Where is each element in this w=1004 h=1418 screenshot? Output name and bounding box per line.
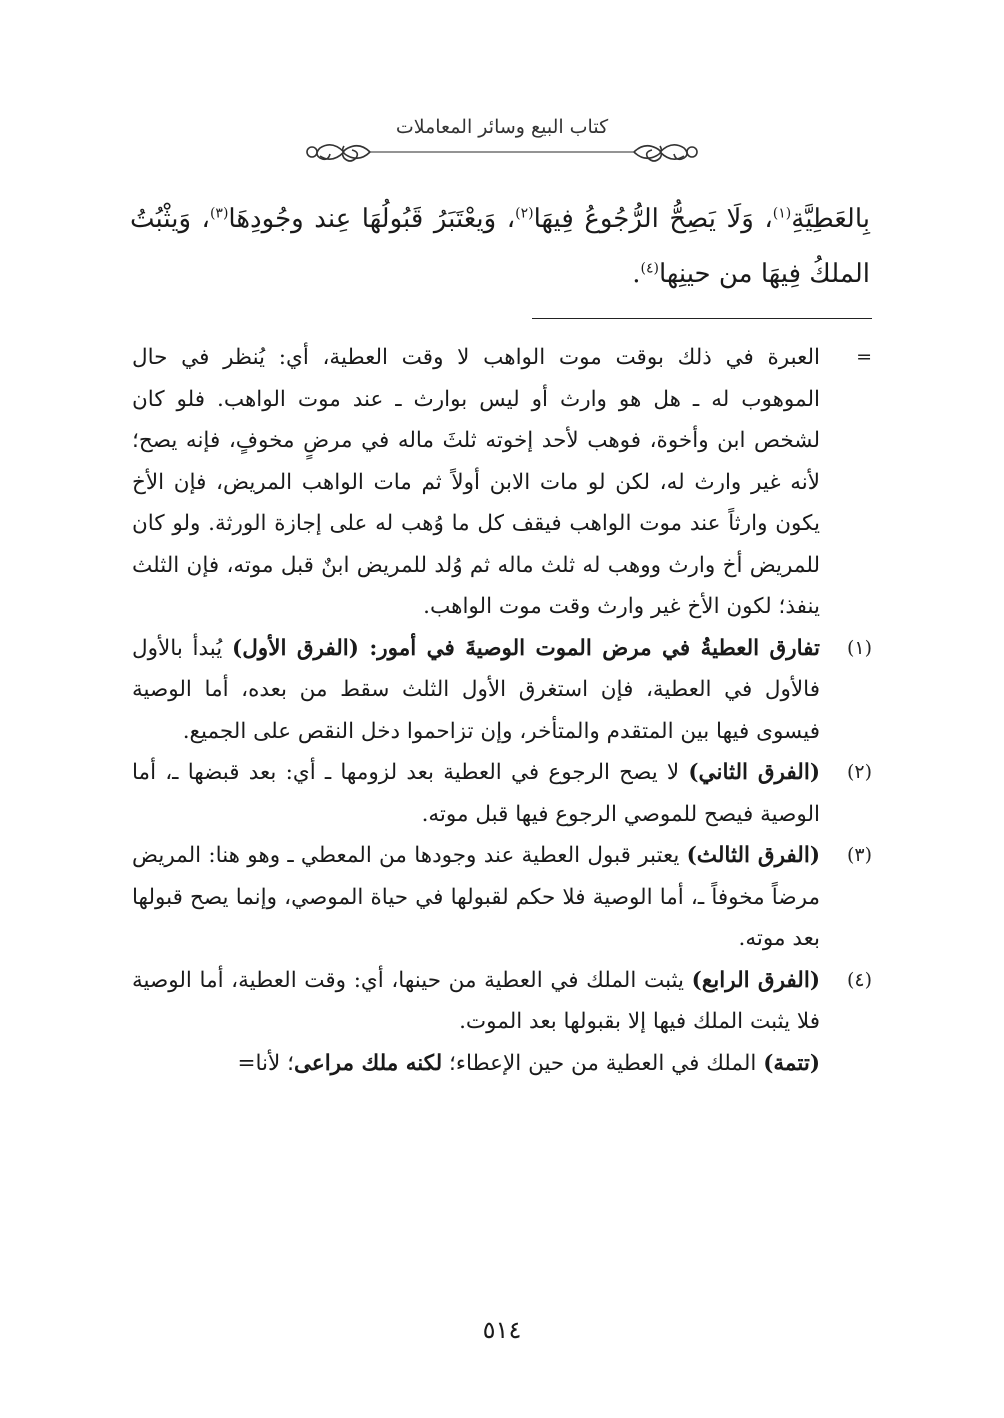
footnote-2 bbox=[132, 752, 872, 835]
footnote-bold: (الفرق الثالث) bbox=[686, 843, 821, 868]
footnote-text: يثبت الملك في العطية من حينها، أي: وقت العطية، أما الوصية فلا يثبت الملك فيها إلا بقبولها بعد الموت. bbox=[132, 967, 820, 1034]
main-text-part: ، وَيثْبُتُ الملكُ فِيهَا من حينِها bbox=[130, 204, 870, 289]
footnote-marker: (١) bbox=[846, 636, 872, 659]
footnote-continuation bbox=[132, 337, 872, 628]
footnote-3 bbox=[132, 835, 872, 960]
footnote-bold: (الفرق الرابع) bbox=[691, 967, 821, 993]
footnote-text: يُبدأ بالأول فالأول في العطية، فإن استغرق الأول الثلث سقط من بعده، أما الوصية فيسوى فيها بين المتقدم والمتأخر، وإن تزاحموا دخل النقص على الجميع. bbox=[132, 635, 820, 744]
footnote-body bbox=[237, 1051, 820, 1076]
footnote-marker: (٢) bbox=[846, 761, 872, 783]
footnote-marker: (٤) bbox=[846, 968, 872, 991]
ornament-divider-icon bbox=[300, 134, 704, 170]
footnote-marker: (٣) bbox=[846, 844, 872, 866]
footnote-4 bbox=[132, 960, 872, 1043]
footnote-body bbox=[132, 968, 820, 1035]
main-text-part: بِالعَطِيَّةِ bbox=[791, 204, 871, 234]
footnote-tatimma bbox=[132, 1043, 872, 1085]
footnote-ref[interactable]: (٤) bbox=[640, 260, 659, 277]
footnote-bold: (تتمة) bbox=[763, 1050, 820, 1076]
main-text-part: ، وَلَا يَصِحُّ الرُّجُوعُ فِيهَا bbox=[533, 204, 773, 234]
footnote-text: يعتبر قبول العطية عند وجودها من المعطي ـ وهو هنا: المريض مرضاً مخوفاً ـ، أما الوصية فلا حكم لقبولها في حياة الموصي، وإنما يصح قبولها بعد موته. bbox=[132, 843, 820, 951]
footnote-body: العبرة في ذلك بوقت موت الواهب لا وقت العطية، أي: يُنظر في حال الموهوب له ـ هل هو وارث أو ليس بوارث ـ عند موت الواهب. فلو كان لشخص ابن وأخوة، فوهب لأحد إخوته ثلثَ ماله في مرضٍ مخوفٍ، فإنه يصح؛ لأنه غير وارث له، لكن لو مات الابن أولاً ثم مات الواهب المريض، فإن الأخ يكون وارثاً عند موت الواهب فيقف كل ما وُهب له على إجازة الورثة. ولو كان للمريض أخ وارث ووهب له ثلث ماله ثم وُلد للمريض ابنٌ قبل موته، فإن الثلث ينفذ؛ لكون الأخ غير وارث وقت موت الواهب. bbox=[132, 345, 820, 619]
footnote-1 bbox=[132, 628, 872, 753]
main-text-part: . bbox=[632, 259, 641, 289]
footnote-bold: تفارق العطيةُ في مرض الموت الوصيةَ في أمور: (الفرق الأول) bbox=[232, 635, 820, 661]
footnote-body bbox=[132, 843, 820, 951]
footnotes bbox=[132, 337, 872, 1084]
footnote-ref[interactable]: (٣) bbox=[209, 205, 229, 222]
footnote-bold: لكنه ملك مراعى bbox=[293, 1050, 443, 1076]
footnote-text: لا يصح الرجوع في العطية بعد لزومها ـ أي: بعد قبضها ـ، أما الوصية فيصح للموصي الرجوع فيها قبل موته. bbox=[132, 760, 820, 827]
footnote-marker: = bbox=[856, 346, 872, 368]
footnote-body bbox=[132, 636, 820, 744]
footnote-divider bbox=[532, 318, 872, 319]
page-number: ٥١٤ bbox=[482, 1316, 522, 1344]
footnote-text: الملك في العطية من حين الإعطاء؛ bbox=[442, 1050, 764, 1076]
main-text bbox=[130, 192, 870, 302]
main-text-part: ، وَيعْتَبَرُ قَبُولُهَا عِند وجُودِهَا bbox=[228, 204, 516, 234]
footnote-bold: (الفرق الثاني) bbox=[688, 760, 820, 785]
running-header bbox=[0, 108, 1004, 168]
footnote-ref[interactable]: (٢) bbox=[515, 205, 534, 222]
header-title: كتاب البيع وسائر المعاملات bbox=[395, 116, 609, 138]
footnote-body bbox=[132, 760, 820, 827]
footnote-ref[interactable]: (١) bbox=[772, 205, 792, 222]
footnote-text: ؛ لأنا= bbox=[237, 1050, 294, 1076]
